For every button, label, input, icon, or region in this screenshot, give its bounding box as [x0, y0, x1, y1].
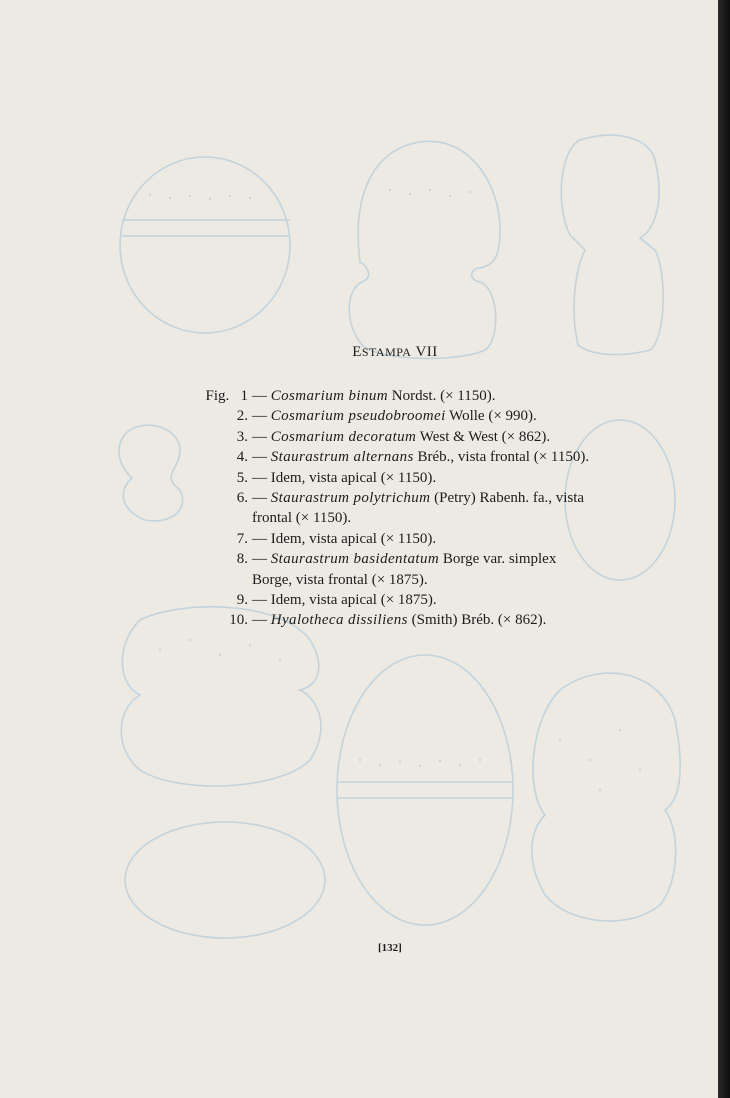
legend-detail: Idem, vista apical (× 1150). — [270, 469, 437, 486]
legend-number: 5. — [236, 469, 248, 486]
legend-item: 7. — Idem, vista apical (× 1150). — [168, 529, 628, 549]
legend-detail: Borge var. simplex — [439, 551, 557, 568]
legend-number: Fig. 1 — [205, 388, 248, 404]
species-name: Cosmarium decoratum — [270, 428, 417, 445]
legend-item: 3. — Cosmarium decoratum West & West (× 862). — [168, 427, 628, 447]
legend-detail: Idem, vista apical (× 1875). — [270, 592, 437, 609]
legend-detail: (Smith) Bréb. (× 862). — [407, 612, 547, 629]
legend-number: 4. — [236, 449, 248, 466]
ghost-cell-6 — [121, 607, 321, 786]
species-name: Hyalotheca dissiliens — [270, 612, 408, 629]
species-name: Cosmarium binum — [270, 388, 389, 404]
legend-detail: Borge, vista frontal (× 1875). — [252, 571, 428, 588]
plate-title-rest: STAMPA — [361, 345, 412, 359]
figure-legend — [168, 386, 628, 631]
legend-prefix: Fig. — [205, 388, 230, 404]
legend-continuation — [168, 508, 628, 528]
scan-edge — [718, 0, 730, 1098]
ghost-cell-8 — [337, 655, 513, 925]
legend-item: 6. — Staurastrum polytrichum (Petry) Rabenh. fa., vista — [168, 488, 628, 508]
legend-number: 3. — [236, 428, 248, 445]
ghost-cell-1 — [120, 157, 290, 333]
species-name: Cosmarium pseudobroomei — [270, 408, 446, 425]
legend-item: 8. — Staurastrum basidentatum Borge var. simplex — [168, 549, 628, 569]
legend-detail: Idem, vista apical (× 1150). — [270, 530, 437, 547]
legend-continuation — [168, 570, 628, 590]
page-number: [132] — [378, 942, 402, 954]
legend-detail: Bréb., vista frontal (× 1150). — [413, 449, 590, 466]
ghost-cell-2 — [349, 141, 500, 358]
legend-item: 9. — Idem, vista apical (× 1875). — [168, 590, 628, 610]
legend-number: 9. — [236, 592, 248, 609]
legend-item: 10. — Hyalotheca dissiliens (Smith) Bréb. (× 862). — [168, 610, 628, 630]
ghost-cell-7 — [125, 822, 325, 938]
ghost-cell-3 — [561, 135, 663, 354]
legend-detail: (Petry) Rabenh. fa., vista — [430, 490, 585, 507]
legend-item: Fig. 1 — Cosmarium binum Nordst. (× 1150). — [168, 386, 628, 406]
species-name: Staurastrum alternans — [270, 449, 414, 466]
ghost-cell-9 — [532, 673, 680, 921]
species-name: Staurastrum basidentatum — [270, 551, 440, 568]
legend-item: 5. — Idem, vista apical (× 1150). — [168, 468, 628, 488]
legend-number: 10. — [229, 612, 248, 629]
legend-number: 7. — [236, 530, 248, 547]
legend-item: 2. — Cosmarium pseudobroomei Wolle (× 990). — [168, 406, 628, 426]
legend-detail: Nordst. (× 1150). — [388, 388, 496, 404]
legend-item: 4. — Staurastrum alternans Bréb., vista frontal (× 1150). — [168, 447, 628, 467]
legend-detail: West & West (× 862). — [416, 428, 551, 445]
legend-number: 8. — [236, 551, 248, 568]
plate-title-initial: E — [352, 344, 362, 360]
legend-number: 6. — [236, 490, 248, 507]
plate-title-numeral: VII — [415, 344, 438, 360]
legend-number: 2. — [236, 408, 248, 425]
plate-title — [0, 344, 718, 361]
legend-detail: frontal (× 1150). — [252, 510, 352, 527]
species-name: Staurastrum polytrichum — [270, 490, 431, 507]
legend-detail: Wolle (× 990). — [445, 408, 537, 425]
